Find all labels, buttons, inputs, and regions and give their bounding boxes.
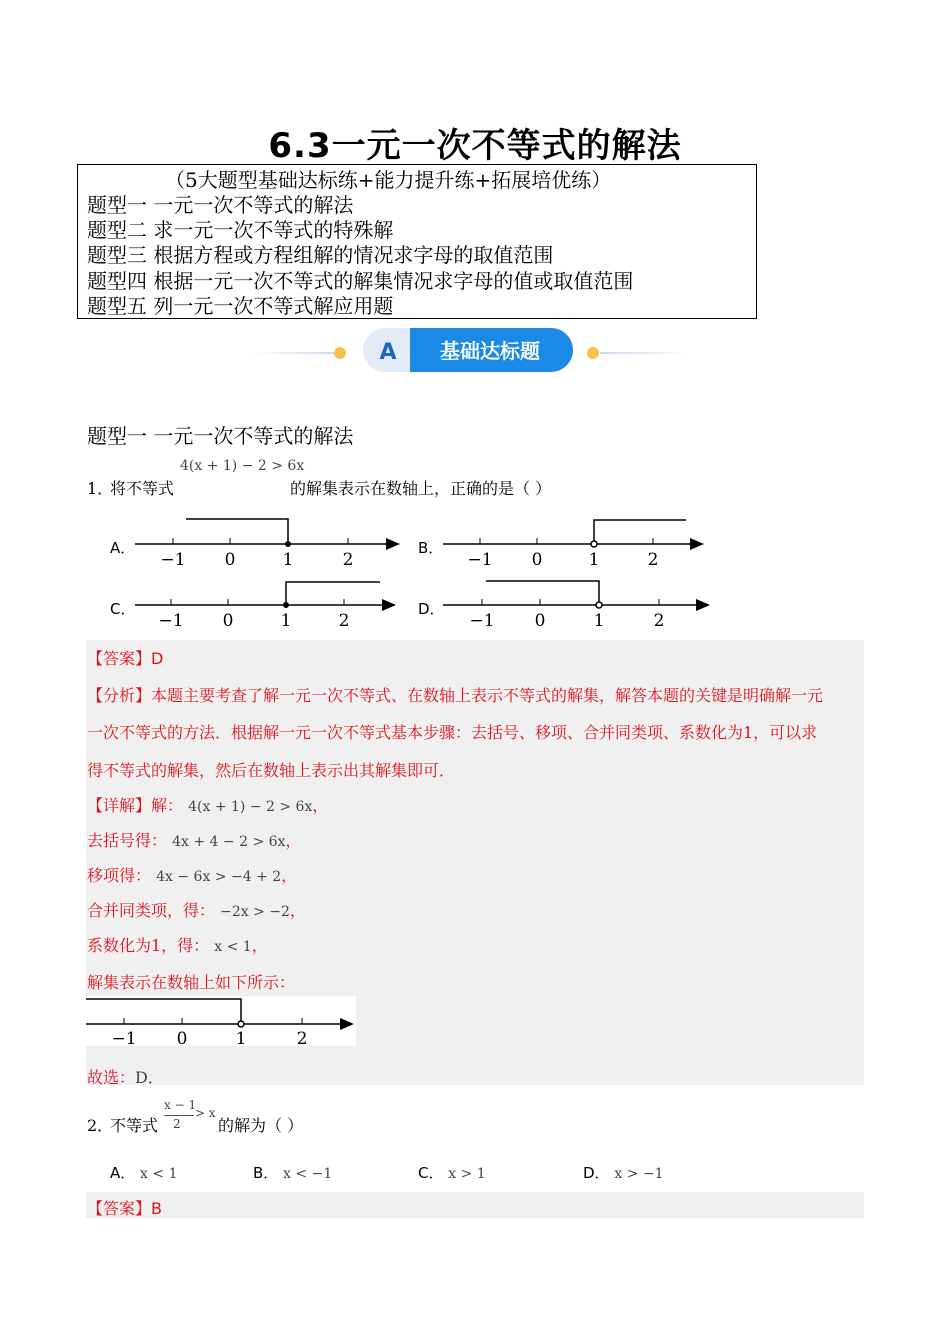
banner-label: 基础达标题	[440, 339, 540, 363]
q1-option-d-label: D．	[418, 600, 445, 618]
q1-option-d-number-line	[438, 573, 718, 633]
section-banner	[250, 326, 690, 374]
a1-step-3: 移项得： 4x − 6x > −4 + 2，	[87, 866, 298, 885]
a1-step-5: 系数化为1，得： x < 1，	[87, 936, 268, 955]
tick-label: 2	[338, 611, 350, 631]
a1-analysis-line-3: 得不等式的解集，然后在数轴上表示出其解集即可．	[87, 761, 456, 780]
q1-option-a-number-line	[130, 512, 405, 572]
section-title: 题型一 一元一次不等式的解法	[87, 424, 354, 448]
a1-step-1: 【详解】解： 4(x + 1) − 2 > 6x，	[87, 796, 329, 815]
toc-item-5: 题型五 列一元一次不等式解应用题	[87, 294, 394, 318]
tick-label: 2	[647, 550, 659, 570]
q1-option-b-label: B．	[418, 539, 444, 557]
q1-option-c-number-line	[130, 573, 405, 633]
arrow-icon	[382, 599, 396, 611]
a1-number-line	[86, 996, 356, 1046]
toc-item-1: 题型一 一元一次不等式的解法	[87, 193, 354, 217]
q2-option-c: C． x > 1	[418, 1164, 486, 1182]
tick-label: −1	[111, 1029, 137, 1046]
q1-prefix: 将不等式	[110, 479, 175, 498]
tick-label: 1	[593, 611, 605, 631]
banner-dot-left	[334, 347, 346, 359]
a1-analysis-line-1: 【分析】本题主要考查了解一元一次不等式、在数轴上表示不等式的解集，解答本题的关键是明确解一元	[87, 686, 824, 705]
banner-letter: A	[379, 340, 397, 365]
tick-label: 1	[280, 611, 292, 631]
q2-option-a: A． x < 1	[110, 1164, 178, 1182]
tick-label: 0	[531, 550, 543, 570]
tick-label: 1	[588, 550, 600, 570]
q2-rhs: > x	[195, 1106, 216, 1120]
q1-formula: 4(x + 1) − 2 > 6x	[180, 458, 305, 474]
toc-item-2: 题型二 求一元一次不等式的特殊解	[87, 218, 394, 242]
toc-item-4: 题型四 根据一元一次不等式的解集情况求字母的值或取值范围	[87, 269, 634, 293]
tick-label: 1	[235, 1029, 247, 1046]
tick-label: 0	[534, 611, 546, 631]
toc-subtitle: （5大题型基础达标练+能力提升练+拓展培优练）	[165, 168, 612, 192]
banner-line-left	[250, 352, 340, 354]
tick-label: 2	[342, 550, 354, 570]
banner-line-right	[600, 352, 690, 354]
tick-label: 2	[296, 1029, 308, 1046]
q2-option-d: D． x > −1	[583, 1164, 664, 1182]
answer-2-box	[86, 1192, 864, 1218]
arrow-icon	[696, 599, 710, 611]
q2-frac-bar	[164, 1115, 194, 1116]
q2-prefix: 不等式	[110, 1116, 159, 1135]
tick-label: 0	[224, 550, 236, 570]
tick-label: 2	[653, 611, 665, 631]
arrow-icon	[340, 1018, 354, 1030]
arrow-icon	[386, 538, 400, 550]
q2-number: 2．	[87, 1116, 114, 1135]
arrow-icon	[690, 538, 704, 550]
q2-frac-den: 2	[173, 1117, 181, 1131]
q1-option-a-label: A．	[110, 539, 136, 557]
tick-label: 0	[222, 611, 234, 631]
banner-dot-right	[587, 347, 599, 359]
tick-label: −1	[158, 611, 184, 631]
a1-answer: 【答案】D	[87, 649, 164, 668]
tick-label: −1	[467, 550, 493, 570]
q1-number: 1．	[87, 479, 114, 498]
page-title: 6.3一元一次不等式的解法	[268, 126, 682, 166]
q2-suffix: 的解为（ ）	[218, 1116, 304, 1135]
tick-label: 0	[176, 1029, 188, 1046]
tick-label: −1	[160, 550, 186, 570]
q1-suffix: 的解集表示在数轴上，正确的是（ ）	[290, 479, 552, 498]
q2-frac-num: x − 1	[164, 1098, 197, 1112]
a2-answer: 【答案】B	[87, 1199, 162, 1218]
a1-step-2: 去括号得： 4x + 4 − 2 > 6x，	[87, 831, 302, 850]
q2-option-b: B． x < −1	[253, 1164, 333, 1182]
tick-label: −1	[469, 611, 495, 631]
q1-option-c-label: C．	[110, 600, 136, 618]
tick-label: 1	[282, 550, 294, 570]
a1-choose: 故选：D．	[87, 1068, 164, 1087]
a1-analysis-line-2: 一次不等式的方法．根据解一元一次不等式基本步骤：去括号、移项、合并同类项、系数化为1，可以求	[87, 723, 818, 742]
a1-number-line-caption: 解集表示在数轴上如下所示：	[87, 973, 296, 992]
toc-item-3: 题型三 根据方程或方程组解的情况求字母的取值范围	[87, 243, 554, 267]
a1-step-4: 合并同类项，得： −2x > −2，	[87, 901, 306, 920]
q1-option-b-number-line	[438, 512, 713, 572]
